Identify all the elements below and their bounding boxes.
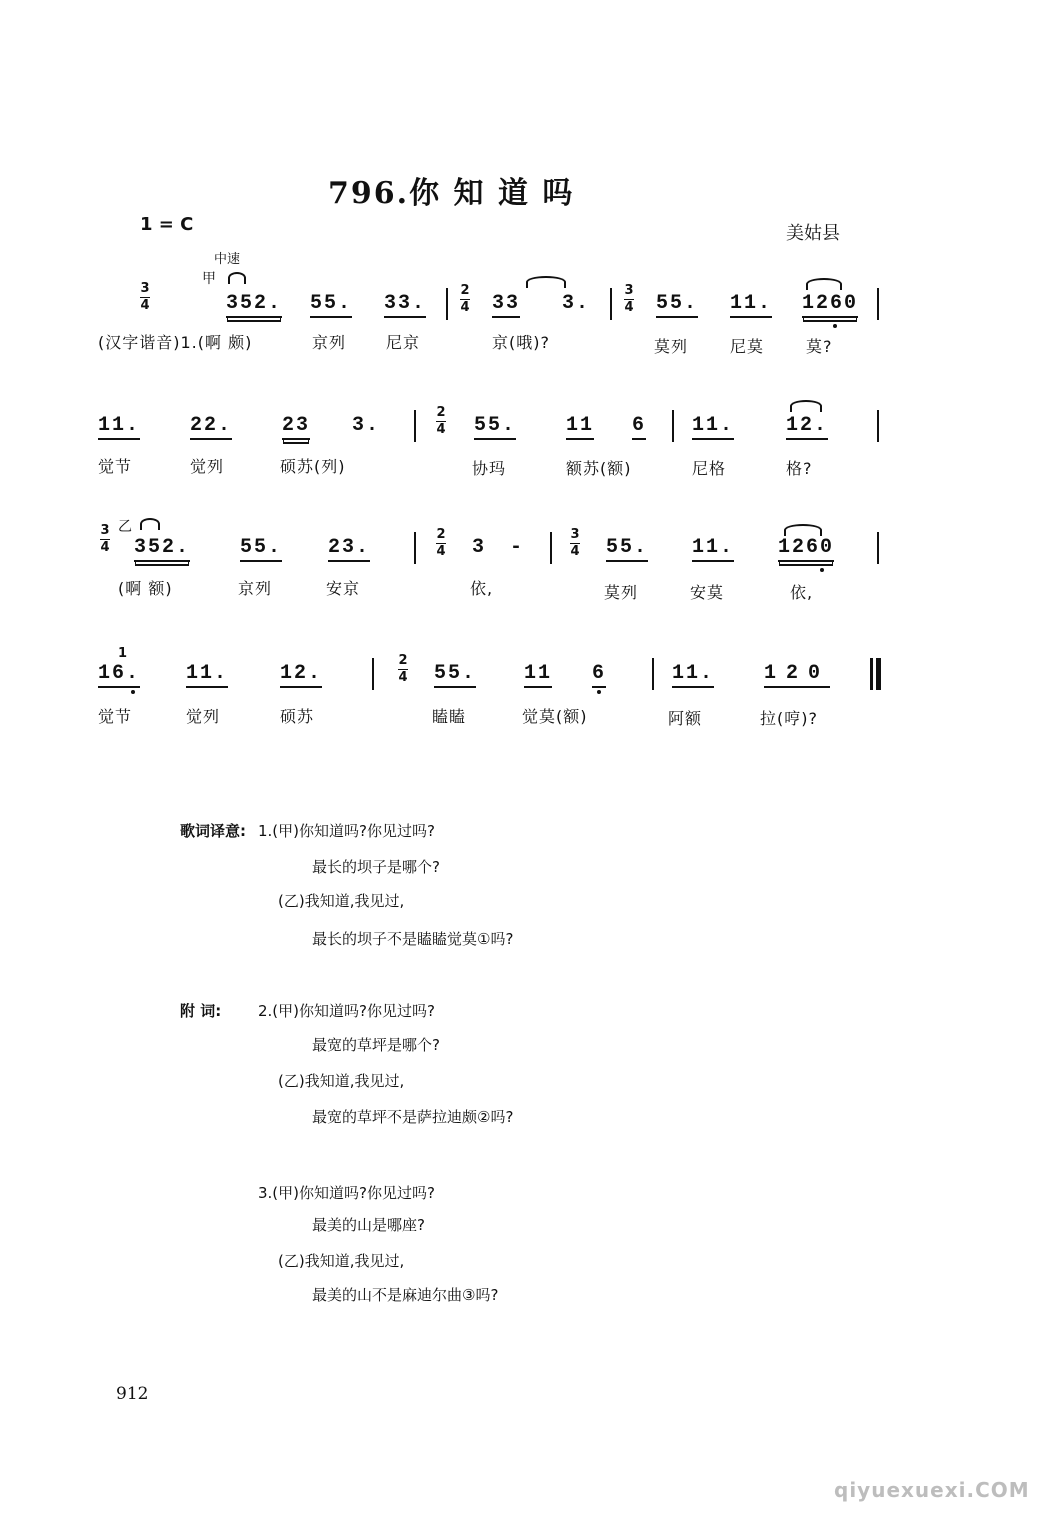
slur-mark	[806, 278, 842, 290]
barline	[877, 532, 879, 564]
lyric: 觉节	[98, 457, 133, 476]
translation-label: 歌词译意:	[180, 822, 246, 840]
barline	[652, 658, 654, 690]
note-group: 23.	[328, 536, 370, 562]
slur-mark	[526, 276, 566, 288]
final-barline	[876, 658, 881, 690]
note-group: 55.	[656, 292, 698, 318]
lyric: 莫列	[654, 337, 689, 356]
time-signature: 3 4	[570, 527, 580, 559]
slur-mark	[790, 400, 822, 412]
lyric: 京列	[312, 333, 347, 352]
lyric: 莫列	[604, 583, 639, 602]
translation-line: 2.(甲)你知道吗?你见过吗?	[258, 1002, 435, 1020]
note-group: 11	[524, 662, 552, 688]
translation-line: 最长的坝子是哪个?	[312, 858, 440, 876]
grace-note: 1	[118, 646, 128, 661]
lyric: 觉节	[98, 707, 133, 726]
appendix-label: 附 词:	[180, 1002, 222, 1020]
lyric: 尼格	[692, 459, 727, 478]
lyric: 阿额	[668, 709, 703, 728]
translation-line: 最宽的草坪是哪个?	[312, 1036, 440, 1054]
translation-line: 最美的山不是麻迪尔曲③吗?	[312, 1286, 499, 1304]
note-group: 55.	[310, 292, 352, 318]
lyric: 觉列	[186, 707, 221, 726]
lyric: 瞌瞌	[432, 707, 467, 726]
lyric: 安京	[326, 579, 361, 598]
note-group: 352.	[134, 536, 190, 562]
slur-mark	[784, 524, 822, 536]
octave-dot	[131, 690, 135, 694]
barline	[372, 658, 374, 690]
time-signature: 3 4	[140, 281, 150, 313]
barline	[414, 532, 416, 564]
translation-line: 3.(甲)你知道吗?你见过吗?	[258, 1184, 435, 1202]
watermark: qiyuexuexi.COM	[834, 1478, 1030, 1502]
lyric: 觉莫(额)	[522, 707, 588, 726]
note: 3	[472, 536, 487, 559]
time-signature: 2 4	[398, 653, 408, 685]
lyric: 觉列	[190, 457, 225, 476]
lyric: 依,	[790, 583, 814, 602]
lyric: 依,	[470, 579, 494, 598]
note-group: 33	[492, 292, 520, 318]
lyric: 协玛	[472, 459, 507, 478]
time-signature: 3 4	[624, 283, 634, 315]
barline	[446, 288, 448, 320]
translation-line: 1.(甲)你知道吗?你见过吗?	[258, 822, 435, 840]
translation-line: 最长的坝子不是瞌瞌觉莫①吗?	[312, 930, 514, 948]
note-group: 11.	[692, 414, 734, 440]
note-group: 1260	[778, 536, 834, 562]
lyric: 尼京	[386, 333, 421, 352]
lyric-prefix: (汉字谐音)1.(啊 颇)	[98, 333, 253, 352]
note-group: 55.	[240, 536, 282, 562]
barline	[610, 288, 612, 320]
lyric: 硕苏(列)	[280, 457, 346, 476]
time-signature: 2 4	[436, 527, 446, 559]
note-group: 55.	[434, 662, 476, 688]
octave-dot	[833, 324, 837, 328]
voice-label: 甲	[202, 271, 216, 287]
origin-label: 美姑县	[786, 223, 840, 244]
note-group: 11.	[692, 536, 734, 562]
lyric: 拉(哼)?	[760, 709, 818, 728]
note-group: 55.	[474, 414, 516, 440]
note: 3.	[562, 292, 591, 315]
time-signature: 3 4	[100, 523, 110, 555]
lyric: 莫?	[806, 337, 833, 356]
note-group: 16.	[98, 662, 140, 688]
tempo-marking: 中速	[214, 252, 241, 267]
lyric: 格?	[786, 459, 813, 478]
note-group: 12.	[786, 414, 828, 440]
page-title: 796.你 知 道 吗	[328, 176, 575, 211]
translation-line: (乙)我知道,我见过,	[278, 1072, 405, 1090]
translation-line: 最美的山是哪座?	[312, 1216, 425, 1234]
final-barline	[870, 658, 873, 690]
note-group: 11.	[186, 662, 228, 688]
note-group: 1260	[802, 292, 858, 318]
note-group: 352.	[226, 292, 282, 318]
translation-line: (乙)我知道,我见过,	[278, 1252, 405, 1270]
note-group: 11.	[730, 292, 772, 318]
lyric: (啊 额)	[118, 579, 173, 598]
barline	[877, 410, 879, 442]
lyric: 安莫	[690, 583, 725, 602]
note-group: 11.	[98, 414, 140, 440]
translation-line: (乙)我知道,我见过,	[278, 892, 405, 910]
note: 6	[592, 662, 606, 688]
slur-mark	[228, 272, 246, 284]
note-group: 23	[282, 414, 310, 440]
time-signature: 2 4	[460, 283, 470, 315]
note-group: 22.	[190, 414, 232, 440]
note: 6	[632, 414, 646, 440]
note-group: 120	[764, 662, 830, 688]
lyric: 京(哦)?	[492, 333, 550, 352]
page-number: 912	[116, 1384, 149, 1404]
note-group: 12.	[280, 662, 322, 688]
lyric: 尼莫	[730, 337, 765, 356]
lyric: 额苏(额)	[566, 459, 632, 478]
octave-dot	[820, 568, 824, 572]
key-signature: 1 = C	[140, 214, 194, 235]
note-group: 11	[566, 414, 594, 440]
time-signature: 2 4	[436, 405, 446, 437]
slur-mark	[140, 518, 160, 530]
note-group: 55.	[606, 536, 648, 562]
barline	[672, 410, 674, 442]
barline	[414, 410, 416, 442]
lyric: 硕苏	[280, 707, 315, 726]
note-group: 33.	[384, 292, 426, 318]
barline	[550, 532, 552, 564]
lyric: 京列	[238, 579, 273, 598]
translation-line: 最宽的草坪不是萨拉迪颇②吗?	[312, 1108, 514, 1126]
note-group: 11.	[672, 662, 714, 688]
note: 3.	[352, 414, 381, 437]
octave-dot	[597, 690, 601, 694]
voice-label: 乙	[118, 519, 132, 535]
barline	[877, 288, 879, 320]
note-extension: -	[510, 536, 525, 559]
